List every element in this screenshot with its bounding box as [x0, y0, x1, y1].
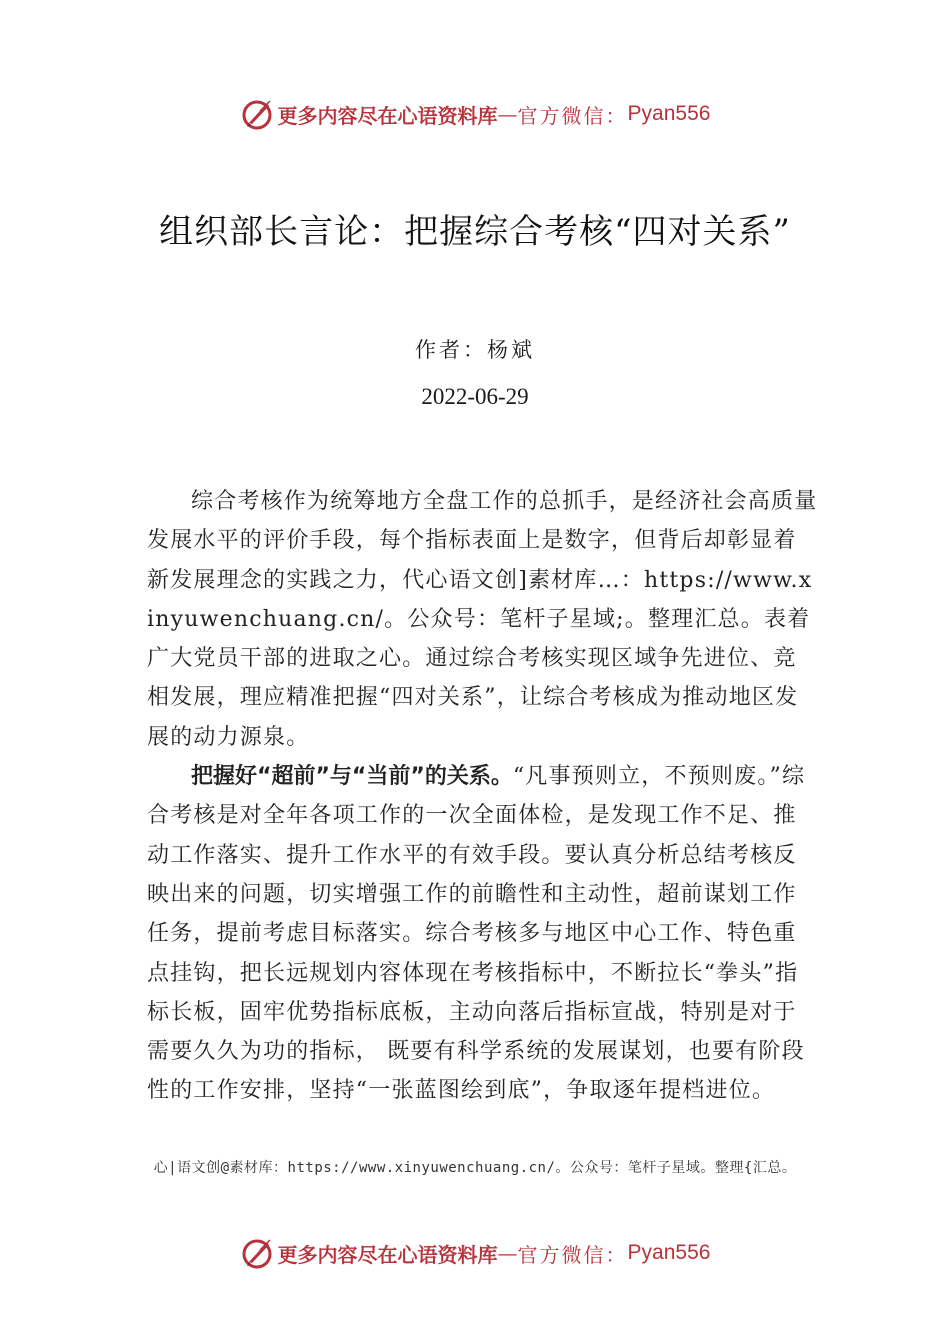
banner-wechat-label: 官方微信： — [517, 103, 628, 128]
paragraph-text: “凡事预则立，不预则废。”综合考核是对全年各项工作的一次全面体检，是发现工作不足、推动工作落实、提升工作水平的有效手段。要认真分析总结考核反映出来的问题，切实增强工作的前瞻性和主动性，超前谋划工作任务，提前考虑目标落实。综合考核多与地区中心工作、特色重点挂钩，把长远规划内容体现在考核指标中，不断拉长“拳头”指标长板，固牢优势指标底板，主动向落后指标宣战，特别是对于需要久久为功的指标， 既要有科学系统的发展谋划，也要有阶段性的工作安排，坚持“一张蓝图绘到底”，争取逐年提档进位。 — [147, 764, 806, 1104]
paragraph-lead-heading: 把握好“超前”与“当前”的关系。 — [191, 764, 513, 790]
footnote-watermark: 心|语文创@素材库：https://www.xinyuwenchuang.cn/。公众号：笔杆子星域。整理{汇总。 — [153, 1160, 797, 1176]
banner-brand-text: 更多内容尽在心语资料库 — [277, 103, 498, 128]
paragraph: 综合考核作为统筹地方全盘工作的总抓手，是经济社会高质量发展水平的评价手段，每个指标表面上是数字，但背后却彰显着新发展理念的实践之力，代心语文创]素材库…：https://www.xinyuwenchuang.cn/。公众号：笔杆子星域;。整理汇总。表着广大党员干部的进取之心。通过综合考核实现区域争先进位、竞相发展，理应精准把握“四对关系”，让综合考核成为推动地区发展的动力源泉。 — [147, 489, 818, 750]
article-date: 2022-06-29 — [421, 384, 529, 409]
paragraph — [147, 757, 819, 1111]
banner-wechat-id: Pyan556 — [627, 1241, 711, 1264]
banner-wechat-label: 官方微信： — [517, 1242, 628, 1267]
article-body — [147, 482, 819, 1111]
banner-brand-text: 更多内容尽在心语资料库 — [277, 1242, 498, 1267]
article-title: 组织部长言论：把握综合考核“四对关系” — [159, 212, 791, 252]
footer-banner — [0, 1233, 950, 1273]
banner-separator: — — [497, 102, 518, 126]
header-banner — [0, 94, 950, 134]
quill-pen-seal-icon — [240, 1236, 274, 1270]
banner-separator: — — [497, 1241, 518, 1265]
banner-wechat-id: Pyan556 — [627, 102, 711, 125]
quill-pen-seal-icon — [240, 97, 274, 131]
article-author: 作者：杨斌 — [415, 338, 535, 362]
